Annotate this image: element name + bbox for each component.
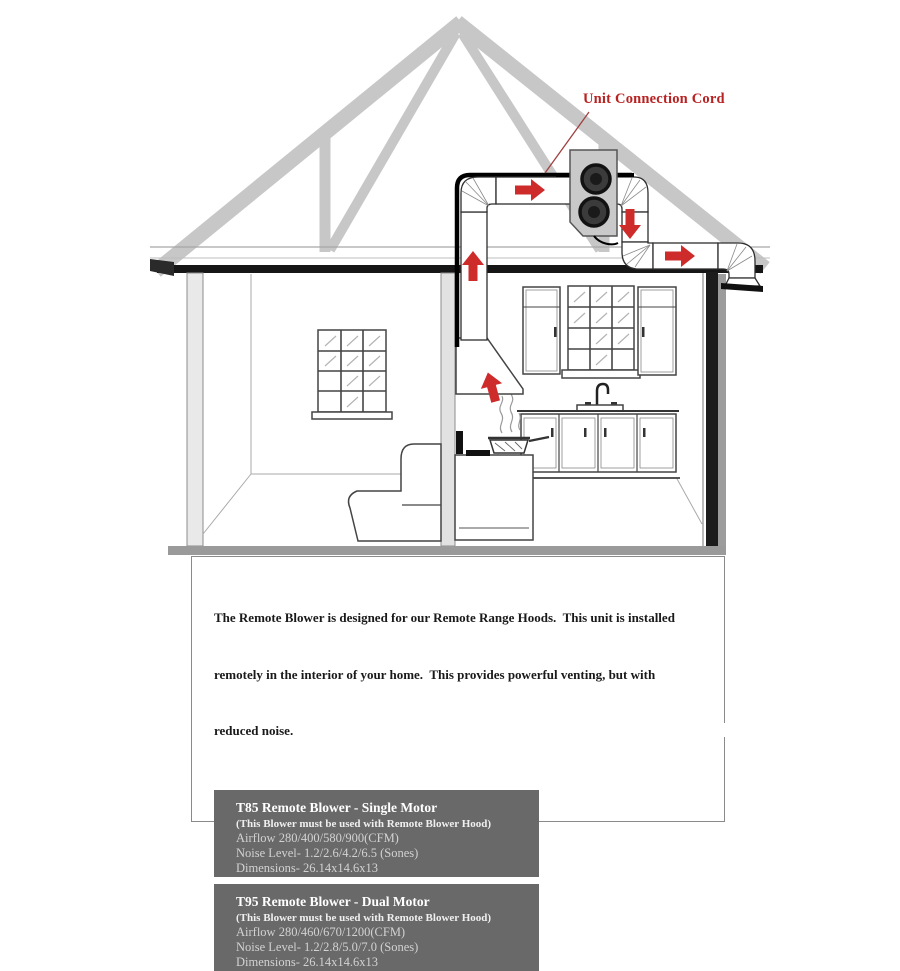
duct-elbow-2 [616, 177, 648, 212]
stove [455, 450, 533, 540]
panel-border-gap [724, 723, 725, 737]
product-note: (This Blower must be used with Remote Blower Hood) [236, 817, 492, 830]
left-wall [187, 273, 203, 546]
product-note: (This Blower must be used with Remote Blower Hood) [236, 911, 492, 924]
product-noise: Noise Level- 1.2/2.6/4.2/6.5 (Sones) [236, 845, 419, 860]
product-noise: Noise Level- 1.2/2.8/5.0/7.0 (Sones) [236, 939, 419, 954]
product-airflow: Airflow 280/460/670/1200(CFM) [236, 924, 406, 939]
unit-connection-cord-label: Unit Connection Cord [583, 91, 725, 107]
intro-line-3: reduced noise. [214, 722, 294, 738]
product-box-t85 [214, 790, 539, 877]
right-wall [706, 272, 718, 546]
sofa [349, 444, 441, 541]
floor [168, 546, 726, 555]
product-box-t95 [214, 884, 539, 971]
intro-line-2: remotely in the interior of your home. This provides powerful venting, but with [214, 666, 656, 682]
product-dimensions: Dimensions- 26.14x14.6x13 [236, 954, 379, 969]
living-room-window [312, 330, 392, 419]
intro-line-1: The Remote Blower is designed for our Remote Range Hoods. This unit is installed [214, 610, 675, 626]
wall-outlet [456, 431, 463, 454]
product-name: T95 Remote Blower - Dual Motor [236, 893, 430, 909]
product-name: T85 Remote Blower - Single Motor [236, 799, 438, 815]
kitchen-window [562, 286, 640, 378]
living-room [203, 274, 441, 541]
product-dimensions: Dimensions- 26.14x14.6x13 [236, 860, 379, 875]
product-airflow: Airflow 280/400/580/900(CFM) [236, 830, 399, 845]
sink-and-faucet [577, 384, 623, 411]
upper-cabinet-right [638, 287, 676, 375]
center-wall [441, 273, 455, 546]
upper-cabinet-left [523, 287, 560, 374]
intro-text [214, 572, 679, 778]
kitchen [455, 286, 702, 540]
base-cabinets [515, 411, 680, 478]
info-panel [191, 556, 725, 969]
